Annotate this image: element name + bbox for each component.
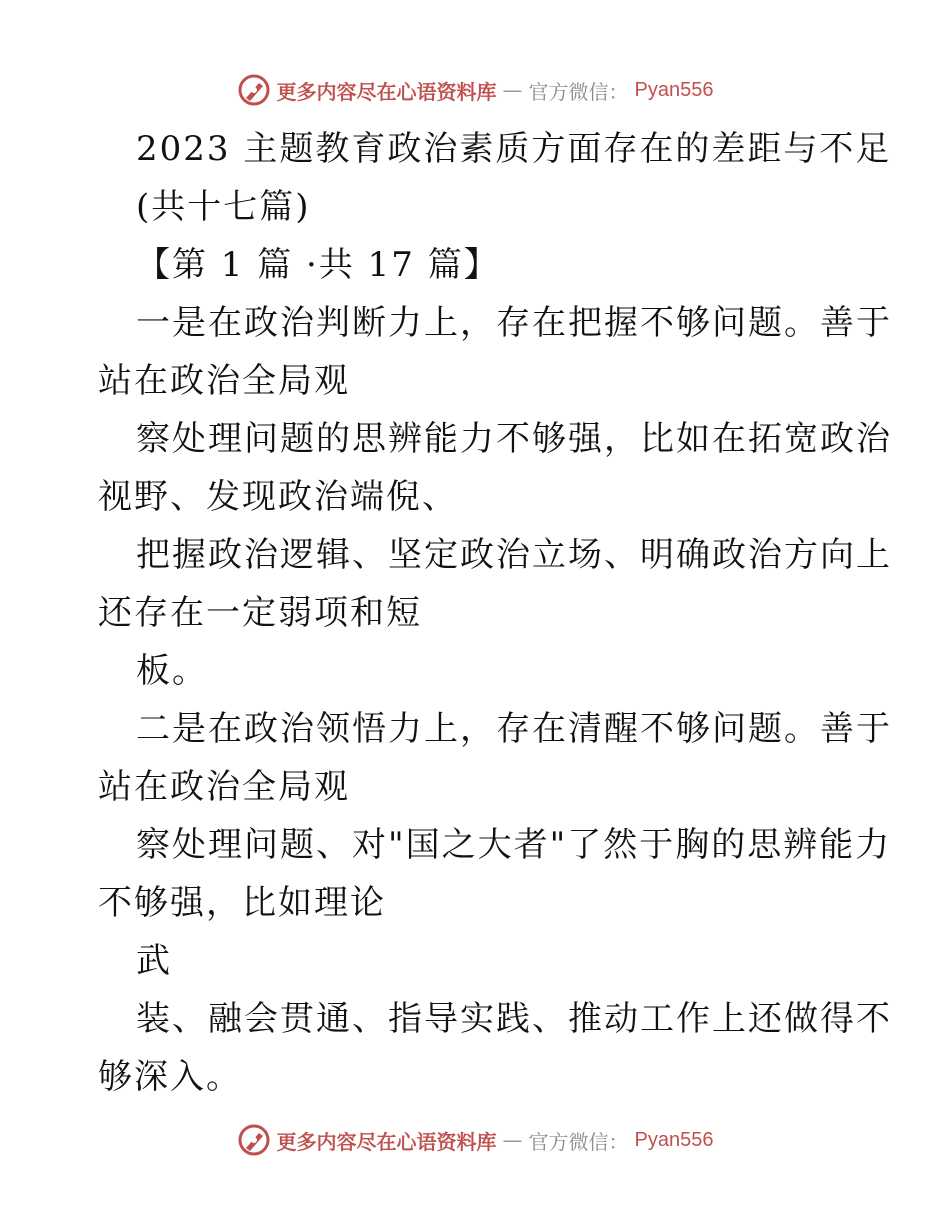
paragraph-line: 装、融会贯通、指导实践、推动工作上还做得不	[136, 999, 892, 1039]
paragraph-line: 察处理问题的思辨能力不够强，比如在拓宽政治	[136, 419, 892, 459]
watermark-contact-label: 官方微信：	[528, 79, 629, 104]
watermark-site-text: 更多内容尽在心语资料库	[276, 1129, 497, 1154]
red-pen-circle-icon	[237, 1123, 271, 1157]
red-pen-circle-icon	[237, 73, 271, 107]
watermark-handle: Pyan556	[634, 1128, 714, 1151]
watermark-contact-label: 官方微信：	[528, 1129, 629, 1154]
paragraph-line: 站在政治全局观	[98, 767, 350, 807]
footer-watermark	[0, 1120, 950, 1160]
document-title: 2023 主题教育政治素质方面存在的差距与不足	[136, 129, 892, 169]
paragraph-line: 还存在一定弱项和短	[98, 593, 422, 633]
watermark-separator: —	[502, 78, 523, 102]
paragraph-line: 二是在政治领悟力上，存在清醒不够问题。善于	[136, 709, 892, 749]
document-title-count: (共十七篇)	[136, 187, 311, 227]
header-watermark	[0, 70, 950, 110]
document-body	[98, 120, 892, 1106]
paragraph-line: 一是在政治判断力上，存在把握不够问题。善于	[136, 303, 892, 343]
paragraph-line: 武	[136, 941, 172, 981]
paragraph-lines	[98, 294, 892, 1106]
section-label: 【第 1 篇 ·共 17 篇】	[136, 245, 500, 285]
paragraph-line: 板。	[136, 651, 208, 691]
paragraph-line: 够深入。	[98, 1057, 242, 1097]
watermark-site-text: 更多内容尽在心语资料库	[276, 79, 497, 104]
watermark-separator: —	[502, 1128, 523, 1152]
paragraph-line: 把握政治逻辑、坚定政治立场、明确政治方向上	[136, 535, 892, 575]
paragraph-line: 视野、发现政治端倪、	[98, 477, 458, 517]
paragraph-line: 不够强，比如理论	[98, 883, 386, 923]
paragraph-line: 站在政治全局观	[98, 361, 350, 401]
watermark-handle: Pyan556	[634, 78, 714, 101]
paragraph-line: 察处理问题、对"国之大者"了然于胸的思辨能力	[136, 825, 892, 865]
